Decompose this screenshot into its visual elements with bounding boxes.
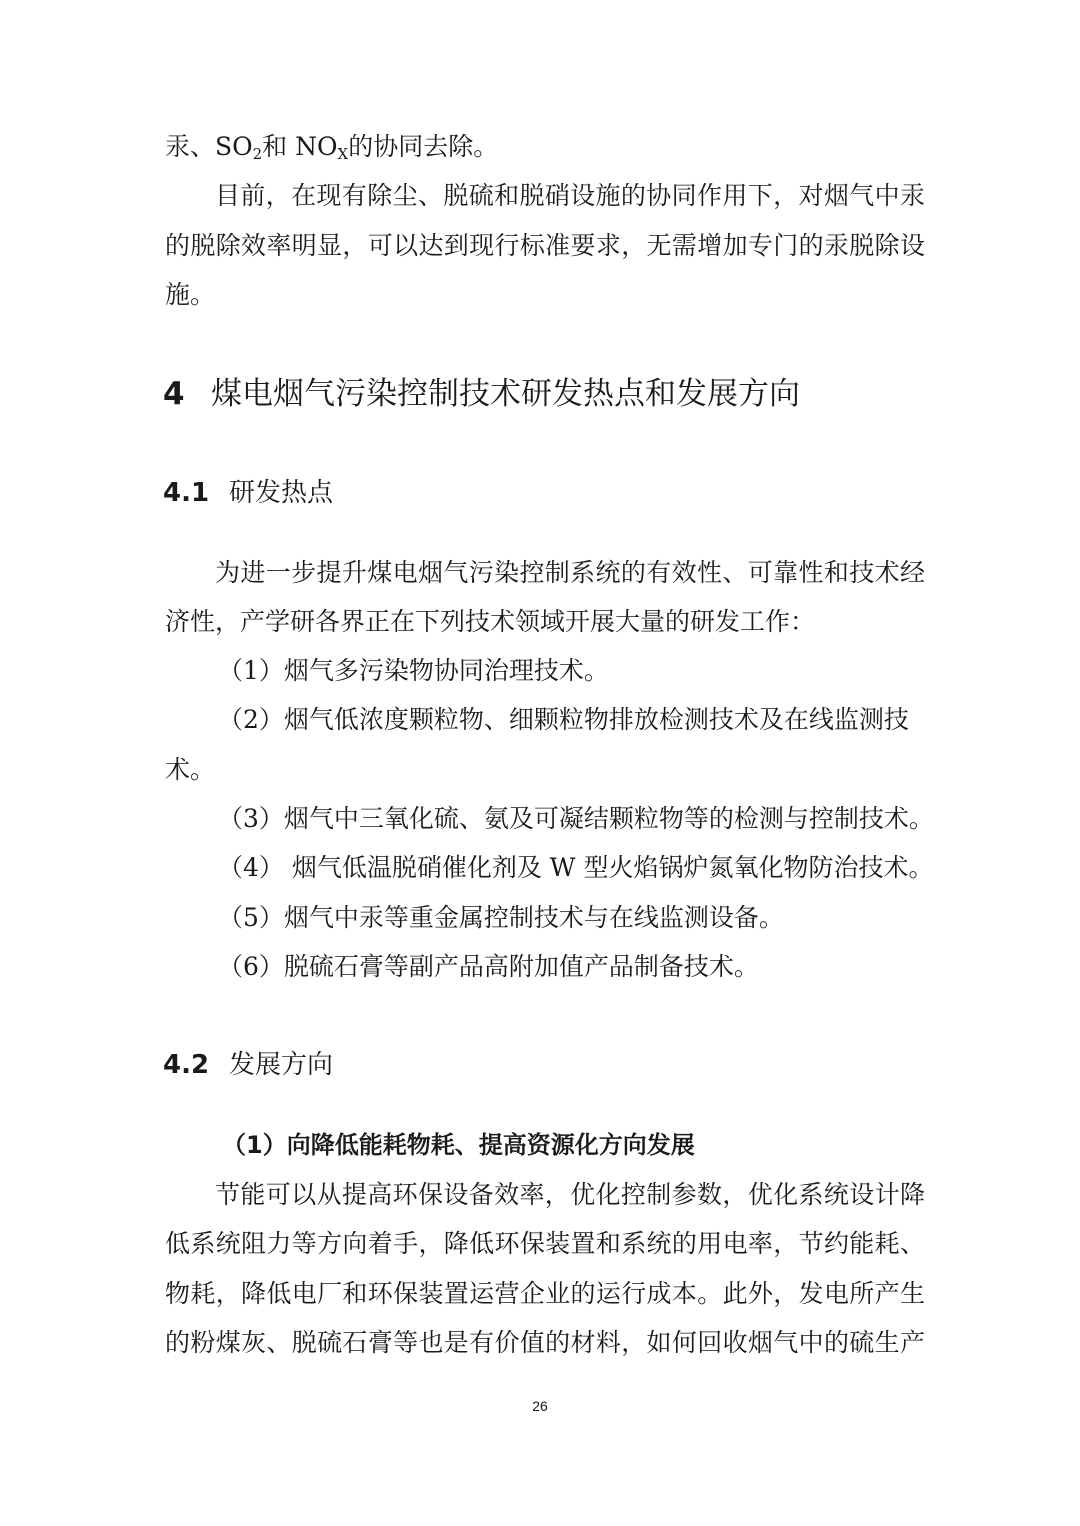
section-4-1-heading <box>163 474 333 512</box>
list-item: （2）烟气低浓度颗粒物、细颗粒物排放检测技术及在线监测技 <box>218 705 909 734</box>
top-fragment-line <box>165 130 925 164</box>
para-mercury-line-2: 的脱除效率明显，可以达到现行标准要求，无需增加专门的汞脱除设 <box>165 231 925 260</box>
text-suffix: 的协同去除。 <box>348 132 499 161</box>
so2-subscript: 2 <box>252 145 263 163</box>
para-mercury-line-1: 目前，在现有除尘、脱硫和脱硝设施的协同作用下，对烟气中汞 <box>215 181 925 210</box>
list-item: （6）脱硫石膏等副产品高附加值产品制备技术。 <box>218 952 759 981</box>
nox-subscript: X <box>337 145 349 163</box>
list-item: （4） 烟气低温脱硝催化剂及 W 型火焰锅炉氮氧化物防治技术。 <box>218 853 934 882</box>
para-energy-line-1: 节能可以从提高环保设备效率，优化控制参数，优化系统设计降 <box>215 1180 925 1209</box>
subsection-1-heading: （1）向降低能耗物耗、提高资源化方向发展 <box>222 1131 695 1159</box>
section-4-2-heading <box>163 1046 333 1084</box>
para-intro-line-2: 济性，产学研各界正在下列技术领域开展大量的研发工作： <box>165 607 816 636</box>
section-4-2-number: 4.2 <box>163 1050 210 1080</box>
list-item: （3）烟气中三氧化硫、氨及可凝结颗粒物等的检测与控制技术。 <box>218 804 934 833</box>
para-mercury-line-3: 施。 <box>165 280 216 309</box>
list-item-continuation: 术。 <box>165 755 216 784</box>
section-4-number: 4 <box>163 376 185 412</box>
list-item: （5）烟气中汞等重金属控制技术与在线监测设备。 <box>218 903 784 932</box>
text-prefix: 汞、SO <box>165 132 253 161</box>
para-intro-line-1: 为进一步提升煤电烟气污染控制系统的有效性、可靠性和技术经 <box>215 558 925 587</box>
section-4-title: 煤电烟气污染控制技术研发热点和发展方向 <box>211 376 800 412</box>
section-4-1-number: 4.1 <box>163 478 210 508</box>
para-energy-line-4: 的粉煤灰、脱硫石膏等也是有价值的材料，如何回收烟气中的硫生产 <box>165 1328 925 1357</box>
para-energy-line-3: 物耗，降低电厂和环保装置运营企业的运行成本。此外，发电所产生 <box>165 1279 925 1308</box>
list-item: （1）烟气多污染物协同治理技术。 <box>218 656 609 685</box>
section-4-1-title: 研发热点 <box>229 478 334 508</box>
para-energy-line-2: 低系统阻力等方向着手，降低环保装置和系统的用电率，节约能耗、 <box>165 1229 925 1258</box>
section-4-2-title: 发展方向 <box>229 1050 334 1080</box>
page-number: 26 <box>532 1398 548 1414</box>
section-4-heading <box>163 372 800 416</box>
text-mid: 和 NO <box>262 132 338 161</box>
